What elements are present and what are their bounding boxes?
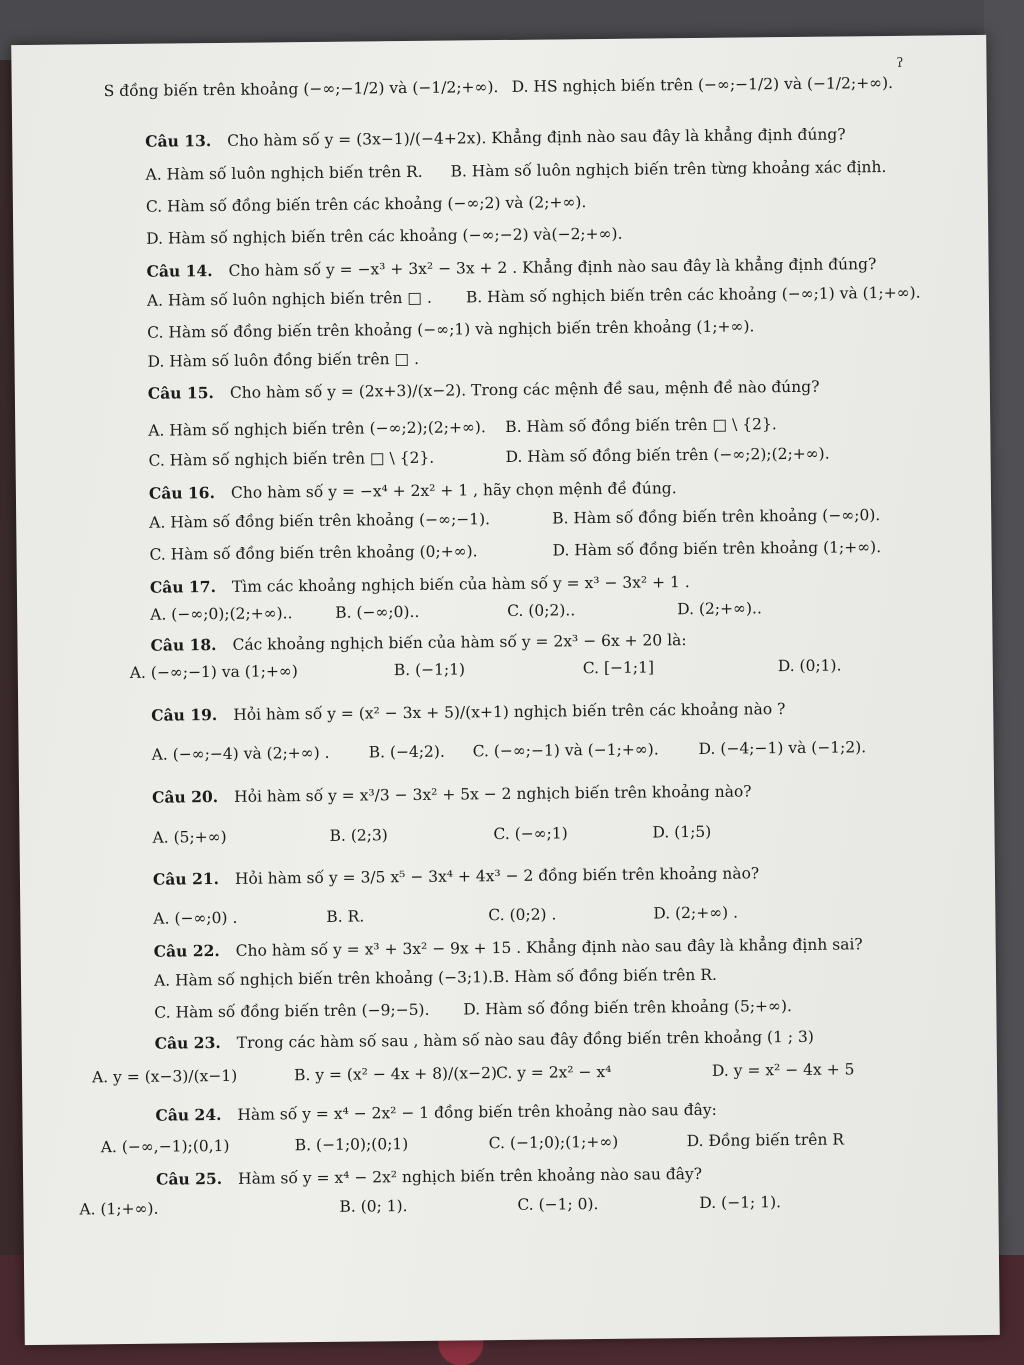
question-17 [150, 572, 690, 597]
question-15 [148, 377, 820, 403]
question-19 [151, 699, 785, 725]
option: C. (0;2) . [488, 905, 557, 925]
option: A. Hàm số luôn nghịch biến trên R. [145, 162, 423, 184]
option: C. (−1; 0). [517, 1195, 599, 1214]
option: B. (2;3) [329, 826, 388, 845]
header-right: D. HS nghịch biến trên (−∞;−1/2) và (−1/2;+∞). [511, 73, 894, 96]
question-label: Câu 17. [149, 577, 217, 597]
question-label: Câu 21. [152, 869, 220, 889]
option: C. (−∞;1) [493, 824, 568, 844]
question-stem: Hỏi hàm số y = (x² − 3x + 5)/(x+1) nghịch biến trên các khoảng nào ? [233, 700, 786, 724]
option: D. Hàm số đồng biến trên khoảng (5;+∞). [463, 997, 792, 1019]
option: C. Hàm số đồng biến trên khoảng (0;+∞). [149, 542, 478, 564]
option: D. Hàm số đồng biến trên khoảng (1;+∞). [552, 538, 882, 560]
question-label: Câu 13. [145, 131, 212, 151]
header-left: S đồng biến trên khoảng (−∞;−1/2) và (−1/2;+∞). [103, 78, 499, 101]
question-stem: Cho hàm số y = −x⁴ + 2x² + 1 , hãy chọn mệnh đề đúng. [230, 479, 677, 502]
question-stem: Hàm số y = x⁴ − 2x² nghịch biến trên khoảng nào sau đây? [238, 1164, 703, 1188]
option: B. y = (x² − 4x + 8)/(x−2) [293, 1064, 498, 1085]
option: D. (−4;−1) và (−1;2). [698, 738, 867, 758]
option: A. (−∞;0);(2;+∞).. [150, 604, 293, 624]
question-label: Câu 15. [147, 383, 214, 403]
option: C. Hàm số nghịch biến trên □ \ {2}. [148, 448, 435, 470]
question-stem: Hàm số y = x⁴ − 2x² − 1 đồng biến trên khoảng nào sau đây: [237, 1100, 717, 1124]
option: B. R. [326, 907, 365, 926]
pen-mark: ʔ [896, 55, 904, 71]
option: A. Hàm số nghịch biến trên khoảng (−3;1). [153, 968, 494, 990]
option: D. Hàm số luôn đồng biến trên □ . [147, 349, 420, 371]
question-label: Câu 25. [156, 1168, 223, 1189]
question-21 [153, 863, 759, 888]
question-20 [152, 781, 752, 806]
option: B. Hàm số đồng biến trên khoảng (−∞;0). [552, 506, 881, 528]
question-stem: Tìm các khoảng nghịch biến của hàm số y = x³ − 3x² + 1 . [231, 573, 690, 596]
option: B. Hàm số nghịch biến trên các khoảng (−∞;1) và (1;+∞). [465, 283, 921, 307]
option: A. Hàm số đồng biến trên khoảng (−∞;−1). [149, 510, 491, 532]
question-stem: Các khoảng nghịch biến của hàm số y = 2x³ − 6x + 20 là: [232, 631, 687, 654]
option: C. (−∞;−1) và (−1;+∞). [472, 740, 659, 761]
option: A. Hàm số luôn nghịch biến trên □ . [146, 288, 432, 310]
option: B. (0; 1). [339, 1197, 408, 1216]
question-label: Câu 23. [154, 1033, 221, 1053]
question-stem: Cho hàm số y = −x³ + 3x² − 3x + 2 . Khẳng định nào sau đây là khẳng định đúng? [228, 255, 877, 280]
option: B. (−4;2). [368, 742, 445, 762]
question-label: Câu 19. [151, 705, 218, 725]
option: A. y = (x−3)/(x−1) [91, 1066, 238, 1087]
option: D. (0;1). [777, 656, 842, 676]
exam-paper [11, 35, 1000, 1345]
option: A. (−∞,−1);(0,1) [100, 1136, 230, 1157]
option: D. y = x² − 4x + 5 [711, 1060, 855, 1080]
option: A. (5;+∞) [152, 827, 227, 847]
option: A. Hàm số nghịch biến trên (−∞;2);(2;+∞). [148, 418, 486, 440]
question-16 [149, 478, 677, 503]
option: D. (−1; 1). [699, 1193, 782, 1212]
question-label: Câu 24. [155, 1104, 222, 1125]
option: C. Hàm số đồng biến trên các khoảng (−∞;2) và (2;+∞). [145, 193, 587, 216]
option: B. (−∞;0).. [335, 602, 420, 622]
question-23 [155, 1027, 814, 1053]
question-14 [146, 254, 876, 281]
question-label: Câu 20. [152, 787, 219, 807]
option: B. (−1;1) [393, 660, 466, 680]
question-18 [150, 630, 686, 655]
option: C. y = 2x² − x⁴ [495, 1062, 612, 1083]
question-label: Câu 14. [146, 261, 213, 281]
option: A. (1;+∞). [79, 1199, 159, 1219]
question-25 [156, 1164, 702, 1189]
question-stem: Cho hàm số y = (2x+3)/(x−2). Trong các mệnh đề sau, mệnh đề nào đúng? [229, 377, 820, 402]
option: B. Hàm số đồng biến trên □ \ {2}. [505, 415, 777, 436]
option: A. (−∞;−1) va (1;+∞) [129, 662, 298, 682]
question-24 [155, 1100, 717, 1125]
question-label: Câu 16. [148, 483, 216, 503]
option: C. (0;2).. [507, 601, 576, 620]
question-stem: Cho hàm số y = x³ + 3x² − 9x + 15 . Khẳng định nào sau đây là khẳng định sai? [235, 935, 863, 960]
option: D. (2;+∞) . [653, 903, 739, 923]
option: D. Hàm số nghịch biến trên các khoảng (−∞;−2) và(−2;+∞). [146, 224, 623, 248]
option: D. (2;+∞).. [677, 599, 762, 619]
question-13 [145, 124, 846, 150]
option: D. Đồng biến trên R [686, 1130, 845, 1151]
option: C. Hàm số đồng biến trên khoảng (−∞;1) và nghịch biến trên khoảng (1;+∞). [147, 317, 755, 342]
option: C. (−1;0);(1;+∞) [488, 1132, 619, 1153]
option: C. Hàm số đồng biến trên (−9;−5). [154, 1000, 430, 1022]
option: D. Hàm số đồng biến trên (−∞;2);(2;+∞). [505, 444, 830, 466]
option: B. Hàm số đồng biến trên R. [492, 965, 717, 987]
question-label: Câu 18. [150, 635, 217, 655]
question-stem: Cho hàm số y = (3x−1)/(−4+2x). Khẳng định nào sau đây là khẳng định đúng? [227, 125, 846, 150]
option: A. (−∞;0) . [153, 908, 238, 928]
question-label: Câu 22. [153, 941, 220, 961]
question-stem: Hỏi hàm số y = x³/3 − 3x² + 5x − 2 nghịch biến trên khoảng nào? [234, 782, 752, 806]
question-stem: Trong các hàm số sau , hàm số nào sau đây đồng biến trên khoảng (1 ; 3) [236, 1027, 814, 1052]
question-stem: Hỏi hàm số y = 3/5 x⁵ − 3x⁴ + 4x³ − 2 đồng biến trên khoảng nào? [234, 864, 760, 888]
option: B. Hàm số luôn nghịch biến trên từng khoảng xác định. [450, 157, 887, 181]
option: B. (−1;0);(0;1) [294, 1135, 409, 1155]
option: A. (−∞;−4) và (2;+∞) . [151, 743, 330, 764]
option: C. [−1;1] [582, 658, 655, 678]
question-22 [154, 934, 863, 960]
option: D. (1;5) [652, 822, 712, 842]
